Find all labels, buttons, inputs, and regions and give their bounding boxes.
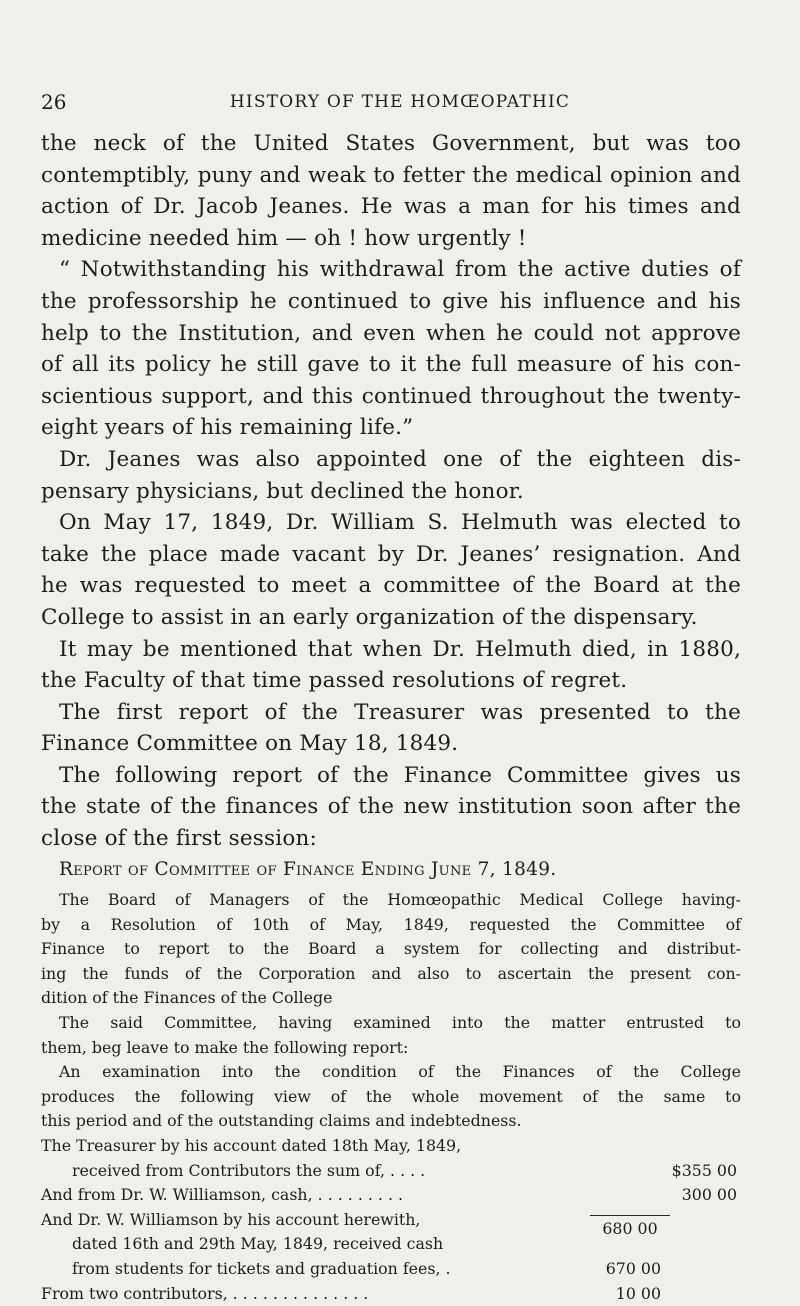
report-line: The Board of Managers of the Homœopathic Medical College having- xyxy=(59,890,741,909)
body-line: he was requested to meet a committee of the Board at the xyxy=(41,573,741,599)
body-line: It may be mentioned that when Dr. Helmuth died, in 1880, xyxy=(59,636,741,662)
body-line: help to the Institution, and even when he could not approve xyxy=(41,320,741,346)
body-line: take the place made vacant by Dr. Jeanes’ resignation. And xyxy=(41,541,741,567)
ledger-row xyxy=(41,1183,741,1208)
page-header xyxy=(0,90,800,114)
ledger-text: from students for tickets and graduation fees, . xyxy=(72,1258,451,1278)
report-line: this period and of the outstanding claims and indebtedness. xyxy=(41,1111,522,1131)
report-line: Finance to report to the Board a system for collecting and distribut- xyxy=(41,939,741,959)
report-line: ing the funds of the Corporation and also to ascertain the present con- xyxy=(41,963,741,983)
body-line: medicine needed him — oh ! how urgently ! xyxy=(41,225,527,251)
page-number: 26 xyxy=(41,90,67,114)
report-line: An examination into the condition of the Finances of the College xyxy=(59,1062,741,1082)
body-line: “ Notwithstanding his withdrawal from the active duties of xyxy=(59,257,741,283)
report-title: Report of Committee of Finance Ending June 7, 1849. xyxy=(59,858,557,880)
body-line: contemptibly, puny and weak to fetter the medical opinion and xyxy=(41,162,741,188)
ledger-row xyxy=(41,1134,741,1159)
ledger-row xyxy=(41,1159,741,1184)
ledger-text: The Treasurer by his account dated 18th May, 1849, xyxy=(41,1136,462,1155)
ledger-amount: 300 00 xyxy=(681,1185,737,1205)
body-line: Finance Committee on May 18, 1849. xyxy=(41,731,459,757)
body-text xyxy=(41,128,741,885)
body-line: The first report of the Treasurer was presented to the xyxy=(59,699,741,725)
ledger-amount: 10 00 xyxy=(615,1283,661,1303)
ledger-text: received from Contributors the sum of, . . . . xyxy=(72,1160,426,1180)
ledger-total: 680 00 xyxy=(602,1219,658,1238)
body-line: The following report of the Finance Committee gives us xyxy=(59,762,741,788)
report-line: dition of the Finances of the College xyxy=(41,988,333,1008)
body-line: eight years of his remaining life.” xyxy=(41,415,414,441)
body-line: action of Dr. Jacob Jeanes. He was a man for his times and xyxy=(41,194,741,220)
report-line: The said Committee, having examined into the matter entrusted to xyxy=(59,1012,741,1032)
report-line: them, beg leave to make the following report: xyxy=(41,1037,409,1057)
body-line: pensary physicians, but declined the honor. xyxy=(41,478,524,504)
ledger-amount: $355 00 xyxy=(671,1160,737,1180)
body-line: College to assist in an early organization of the dispensary. xyxy=(41,604,698,630)
ledger-text: And from Dr. W. Williamson, cash, . . . . . . . . . xyxy=(41,1185,404,1205)
ledger-text: dated 16th and 29th May, 1849, received cash xyxy=(72,1234,444,1254)
ledger-row xyxy=(41,1257,741,1282)
ledger-amount: 670 00 xyxy=(605,1258,661,1278)
ledger-text: And Dr. W. Williamson by his account herewith, xyxy=(41,1209,421,1229)
report-text xyxy=(41,888,741,1134)
report-line: by a Resolution of 10th of May, 1849, requested the Committee of xyxy=(41,914,741,934)
body-line: Dr. Jeanes was also appointed one of the eighteen dis- xyxy=(59,446,741,472)
ledger-row xyxy=(41,1282,741,1306)
body-line: the neck of the United States Government, but was too xyxy=(41,131,741,156)
body-line: the state of the finances of the new institution soon after the xyxy=(41,794,741,820)
body-line: On May 17, 1849, Dr. William S. Helmuth was elected to xyxy=(59,510,741,536)
body-line: close of the first session: xyxy=(41,826,317,852)
report-line: produces the following view of the whole movement of the same to xyxy=(41,1086,741,1106)
running-title: HISTORY OF THE HOMŒOPATHIC xyxy=(229,92,571,112)
ledger-text: From two contributors, . . . . . . . . . . . . . . xyxy=(41,1283,369,1303)
body-line: the Faculty of that time passed resolutions of regret. xyxy=(41,668,628,694)
body-line: scientious support, and this continued throughout the twenty- xyxy=(41,383,741,409)
body-line: of all its policy he still gave to it the full measure of his con- xyxy=(41,352,741,378)
body-line: the professorship he continued to give his influence and his xyxy=(41,288,741,314)
